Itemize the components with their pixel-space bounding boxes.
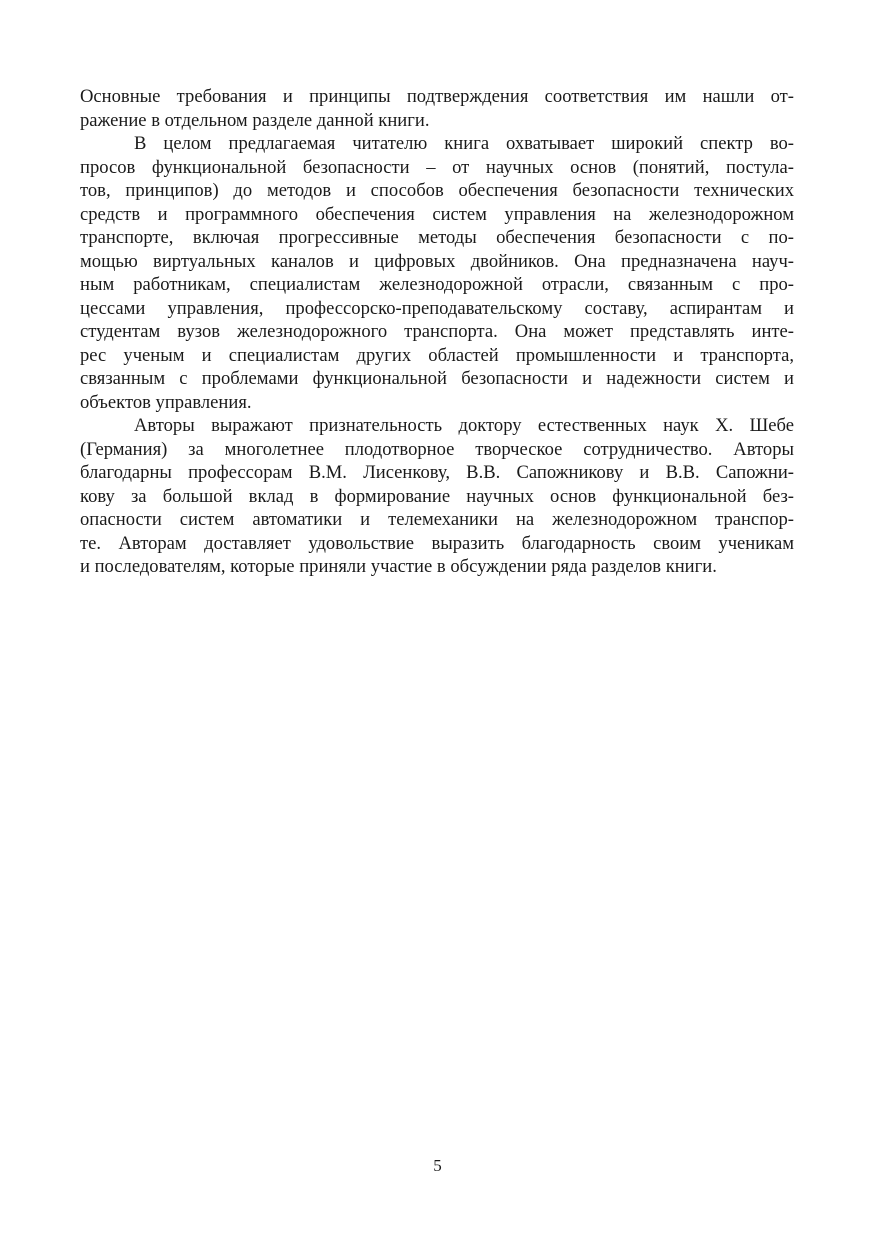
text-line: транспорте, включая прогрессивные методы обеспечения безопасности с по- — [80, 227, 794, 248]
text-line: цессами управления, профессорско-преподавательскому составу, аспирантам и — [80, 297, 794, 319]
text-line: (Германия) за многолетнее плодотворное творческое сотрудничество. Авторы — [80, 438, 794, 460]
text-line: и последователям, которые приняли участие в обсуждении ряда разделов книги. — [80, 556, 717, 577]
text-line: студентам вузов железнодорожного транспорта. Она может представлять инте- — [80, 321, 794, 342]
text-line: благодарны профессорам В.М. Лисенкову, В.В. Сапожникову и В.В. Сапожни- — [80, 462, 794, 483]
text-line: связанным с проблемами функциональной безопасности и надежности систем и — [80, 368, 794, 389]
text-line: Основные требования и принципы подтверждения соответствия им нашли от- — [80, 86, 794, 107]
text-line: Авторы выражают признательность доктору естественных наук Х. Шебе — [134, 415, 794, 436]
text-line: рес ученым и специалистам других областей промышленности и транспорта, — [80, 344, 794, 366]
text-line: кову за большой вклад в формирование научных основ функциональной без- — [80, 485, 794, 507]
text-line: В целом предлагаемая читателю книга охватывает широкий спектр во- — [134, 133, 794, 154]
body-text — [80, 85, 794, 579]
text-line: те. Авторам доставляет удовольствие выразить благодарность своим ученикам — [80, 532, 794, 554]
text-line: опасности систем автоматики и телемеханики на железнодорожном транспор- — [80, 509, 794, 530]
text-line: ражение в отдельном разделе данной книги. — [80, 109, 430, 131]
text-line: тов, принципов) до методов и способов обеспечения безопасности технических — [80, 180, 794, 201]
text-line: ным работникам, специалистам железнодорожной отрасли, связанным с про- — [80, 274, 794, 295]
text-line: объектов управления. — [80, 391, 252, 413]
text-line: средств и программного обеспечения систем управления на железнодорожном — [80, 203, 794, 225]
text-line: просов функциональной безопасности – от научных основ (понятий, постула- — [80, 156, 794, 178]
text-line: мощью виртуальных каналов и цифровых двойников. Она предназначена науч- — [80, 250, 794, 272]
page-number: 5 — [433, 1156, 442, 1175]
